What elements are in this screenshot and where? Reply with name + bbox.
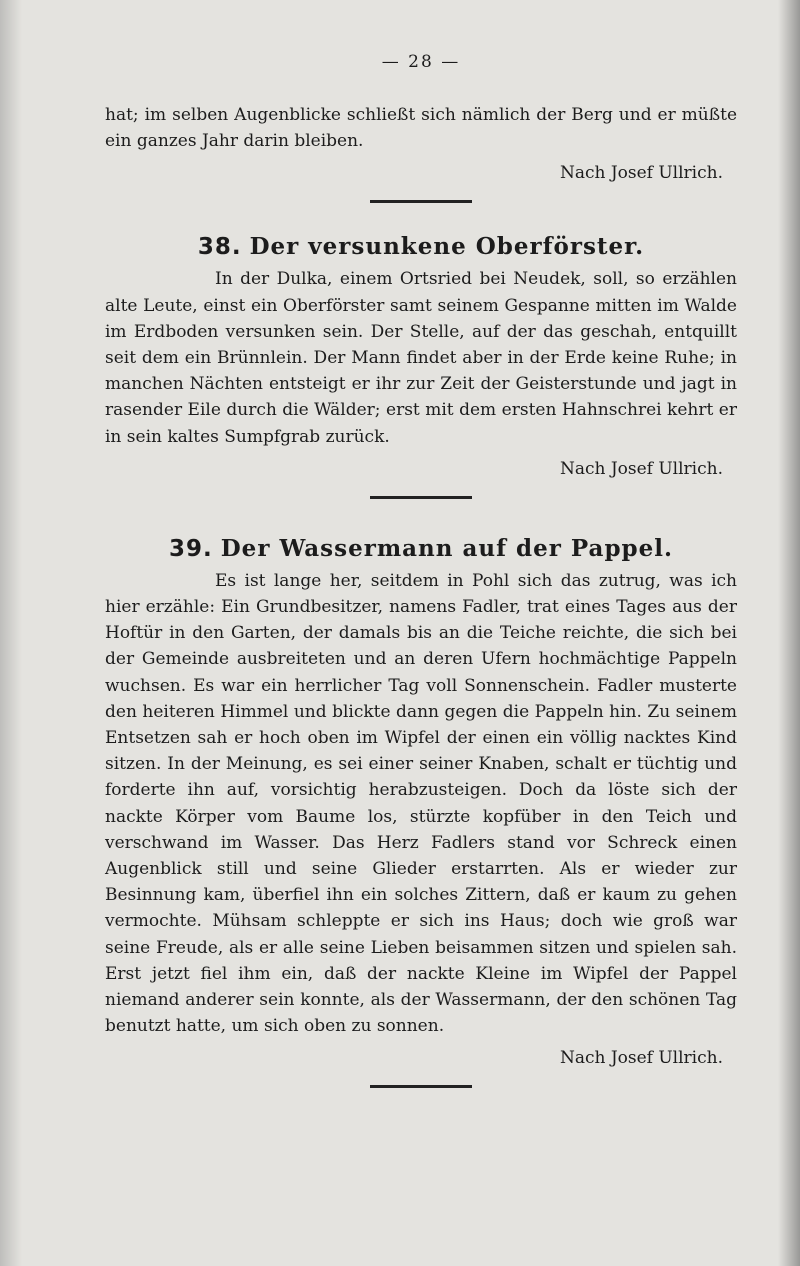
story-paragraph: Es ist lange her, seitdem in Pohl sich das zutrug, was ich hier erzähle: Ein Grundbesitzer, namens Fadler, trat eines Tages aus der Hoftür in den Garten, der damals bis an die Teiche reichte, die sich bei der Gemeinde ausbreiteten und an deren Ufern hochmächtige Pappeln wuchsen. Es war ein herrlicher Tag voll Sonnenschein. Fadler musterte den heiteren Himmel und blickte dann gegen die Pappeln hin. Zu seinem Entsetzen sah er hoch oben im Wipfel der einen ein völlig nacktes Kind sitzen. In der Meinung, es sei einer seiner Knaben, schalt er tüchtig und forderte ihn auf, vorsichtig herabzusteigen. Doch da löste sich der nackte Körper vom Baume los, stürzte kopfüber in den Teich und verschwand im Wasser. Das Herz Fadlers stand vor Schreck einen Augenblick still und seine Glieder erstarrten. Als er wieder zur Besinnung kam, überfiel ihn ein solches Zittern, daß er kaum zu gehen vermochte. Mühsam schleppte er sich ins Haus; doch wie groß war seine Freude, als er alle seine Lieben beisammen sitzen und spielen sah. Erst jetzt fiel ihm ein, daß der nackte Kleine im Wipfel der Pappel niemand anderer sein konnte, als der Wassermann, der den schönen Tag benutzt hatte, um sich oben zu sonnen. <box>105 570 737 1037</box>
story-paragraph: In der Dulka, einem Ortsried bei Neudek, soll, so erzählen alte Leute, einst ein Oberförster samt seinem Gespanne mitten im Walde im Erdboden versunken sein. Der Stelle, auf der das geschah, entquillt seit dem ein Brünnlein. Der Mann findet aber in der Erde keine Ruhe; in manchen Nächten entsteigt er ihr zur Zeit der Geisterstunde und jagt in rasender Eile durch die Wälder; erst mit dem ersten Hahnschrei kehrt er in sein kaltes Sumpfgrab zurück. <box>105 269 737 447</box>
section-38 <box>105 233 737 481</box>
section-divider <box>370 1085 472 1088</box>
section-title: Der versunkene Oberförster. <box>249 233 645 261</box>
scan-shadow-right <box>778 0 800 1266</box>
section-continuation <box>105 102 737 186</box>
attribution: Nach Josef Ullrich. <box>559 458 723 479</box>
section-number: 39. <box>168 535 213 562</box>
attribution: Nach Josef Ullrich. <box>559 1048 723 1069</box>
section-heading <box>105 535 737 562</box>
section-number: 38. <box>197 234 242 261</box>
section-title: Der Wassermann auf der Pappel. <box>220 534 673 562</box>
section-heading <box>105 233 737 260</box>
section-39 <box>105 535 737 1072</box>
page-content <box>105 52 737 1088</box>
continuation-paragraph: hat; im selben Augenblicke schließt sich nämlich der Berg und er müßte ein ganzes Jahr darin bleiben. <box>105 105 737 152</box>
attribution: Nach Josef Ullrich. <box>559 163 723 184</box>
scan-shadow-left <box>0 0 22 1266</box>
page-number: — 28 — <box>381 52 461 72</box>
